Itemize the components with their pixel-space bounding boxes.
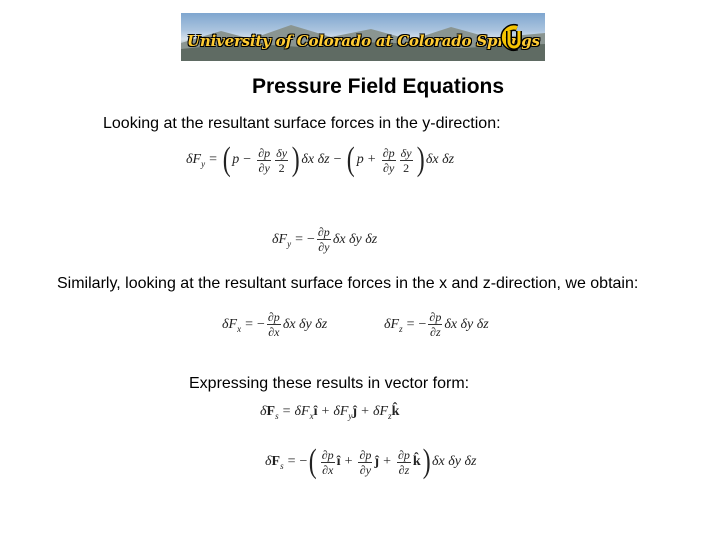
cu-logo-icon — [497, 23, 525, 53]
equation-force-y-expanded: $\delta F_y$ = ( p − $\frac{\partial p}{\partial y}$ $\frac{\delta y}{2}$ ) δx δz − ( p + $\frac{\partial p}{\partial y}$ $\frac{\delta y}{2}$ ) δx δz — [186, 141, 455, 178]
equation-force-y: $\delta F_y$ = − $\frac{\partial p}{\partial y}$ δx δy δz — [272, 225, 378, 254]
banner-text: University of Colorado at Colorado Springs — [187, 32, 540, 50]
equation-vector-gradient: $\delta F_s$ = − ( $\frac{\partial p}{\partial x}$ î + $\frac{\partial p}{\partial y}$ ĵ + $\frac{\partial p}{\partial z}$ k̂ ) δx δy δz — [265, 443, 477, 480]
equation-force-z: $\delta F_z$ = − $\frac{\partial p}{\partial z}$ δx δy δz — [384, 310, 489, 339]
paragraph-y-direction: Looking at the resultant surface forces in the y-direction: — [103, 115, 501, 132]
equation-vector-sum: $\delta F_s$ = $\delta F_xî$ + $\delta F_yĵ$ + $\delta F_zk̂$ — [260, 404, 400, 421]
equation-force-x: $\delta F_x$ = − $\frac{\partial p}{\partial x}$ δx δy δz — [222, 310, 328, 339]
page-title: Pressure Field Equations — [251, 75, 505, 98]
paragraph-x-z-direction: Similarly, looking at the resultant surface forces in the x and z-direction, we obtain: — [57, 275, 639, 292]
university-banner — [181, 13, 545, 61]
paragraph-vector-form: Expressing these results in vector form: — [189, 375, 470, 392]
